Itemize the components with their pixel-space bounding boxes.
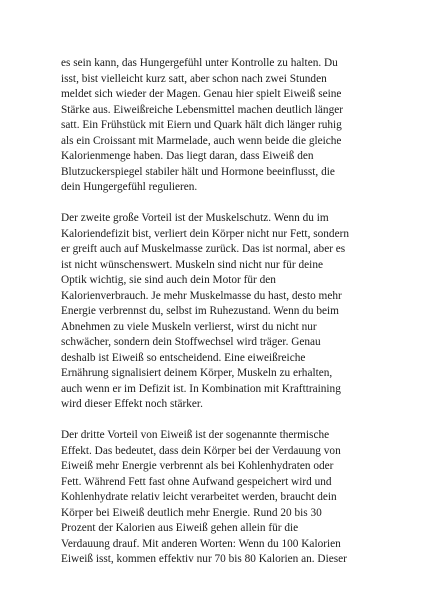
text-line: Verdauung drauf. Mit anderen Worten: Wenn du 100 Kalorien <box>61 537 341 550</box>
paragraph-hunger <box>61 56 367 196</box>
text-line: Optik wichtig, sie sind auch dein Motor für den <box>61 274 276 286</box>
text-line: als ein Croissant mit Marmelade, auch wenn beide die gleiche <box>61 134 342 147</box>
text-line: schwächer, sondern dein Stoffwechsel wird träger. Genau <box>61 336 321 348</box>
text-line: Eiweiß mehr Energie verbrennt als bei Kohlenhydraten oder <box>61 460 334 472</box>
text-line: Effekt. Das bedeutet, dass dein Körper bei der Verdauung von <box>61 444 341 457</box>
text-line: Kalorienmenge haben. Das liegt daran, dass Eiweiß den <box>61 150 314 162</box>
text-line: Energie verbrennst du, selbst im Ruhezustand. Wenn du beim <box>61 305 339 317</box>
text-line: satt. Ein Frühstück mit Eiern und Quark hält dich länger ruhig <box>61 119 342 131</box>
text-line: Eiweiß isst, kommen effektiv nur 70 bis 80 Kalorien an. Dieser <box>61 553 347 565</box>
paragraph-muscle-protection <box>61 211 367 413</box>
text-line: deshalb ist Eiweiß so entscheidend. Eine eiweißreiche <box>61 351 306 364</box>
text-line: es sein kann, das Hungergefühl unter Kontrolle zu halten. Du <box>61 57 338 69</box>
text-line: Kalorienverbrauch. Je mehr Muskelmasse du hast, desto mehr <box>61 289 342 302</box>
text-line: Fett. Während Fett fast ohne Aufwand gespeichert wird und <box>61 475 332 488</box>
text-line: Kohlenhydrate relativ leicht verarbeitet werden, braucht dein <box>61 491 337 503</box>
text-line: Prozent der Kalorien aus Eiweiß gehen allein für die <box>61 522 299 534</box>
text-line: Kaloriendefizit bist, verliert dein Körper nicht nur Fett, sondern <box>61 227 349 240</box>
text-line: isst, bist vielleicht kurz satt, aber schon nach zwei Stunden <box>61 72 327 85</box>
text-line: auch wenn er im Defizit ist. In Kombination mit Krafttraining <box>61 382 341 395</box>
text-line: ist nicht wünschenswert. Muskeln sind nicht nur für deine <box>61 258 323 271</box>
text-line: Der dritte Vorteil von Eiweiß ist der sogenannte thermische <box>61 429 330 441</box>
text-line: dein Hungergefühl regulieren. <box>61 181 198 193</box>
text-line: Der zweite große Vorteil ist der Muskelschutz. Wenn du im <box>61 212 329 224</box>
text-line: er greift auch auf Muskelmasse zurück. Das ist normal, aber es <box>61 243 346 255</box>
text-line: wird dieser Effekt noch stärker. <box>61 398 203 410</box>
paragraph-thermic-effect <box>61 428 367 568</box>
text-line: Blutzuckerspiegel stabiler hält und Hormone beeinflusst, die <box>61 165 335 178</box>
body-text <box>61 56 367 568</box>
text-line: Körper bei Eiweiß deutlich mehr Energie. Rund 20 bis 30 <box>61 506 322 519</box>
text-line: meldet sich wieder der Magen. Genau hier spielt Eiweiß seine <box>61 88 342 100</box>
text-line: Ernährung signalisiert deinem Körper, Muskeln zu erhalten, <box>61 367 333 379</box>
text-line: Abnehmen zu viele Muskeln verlierst, wirst du nicht nur <box>61 320 317 333</box>
text-line: Stärke aus. Eiweißreiche Lebensmittel machen deutlich länger <box>61 103 343 116</box>
